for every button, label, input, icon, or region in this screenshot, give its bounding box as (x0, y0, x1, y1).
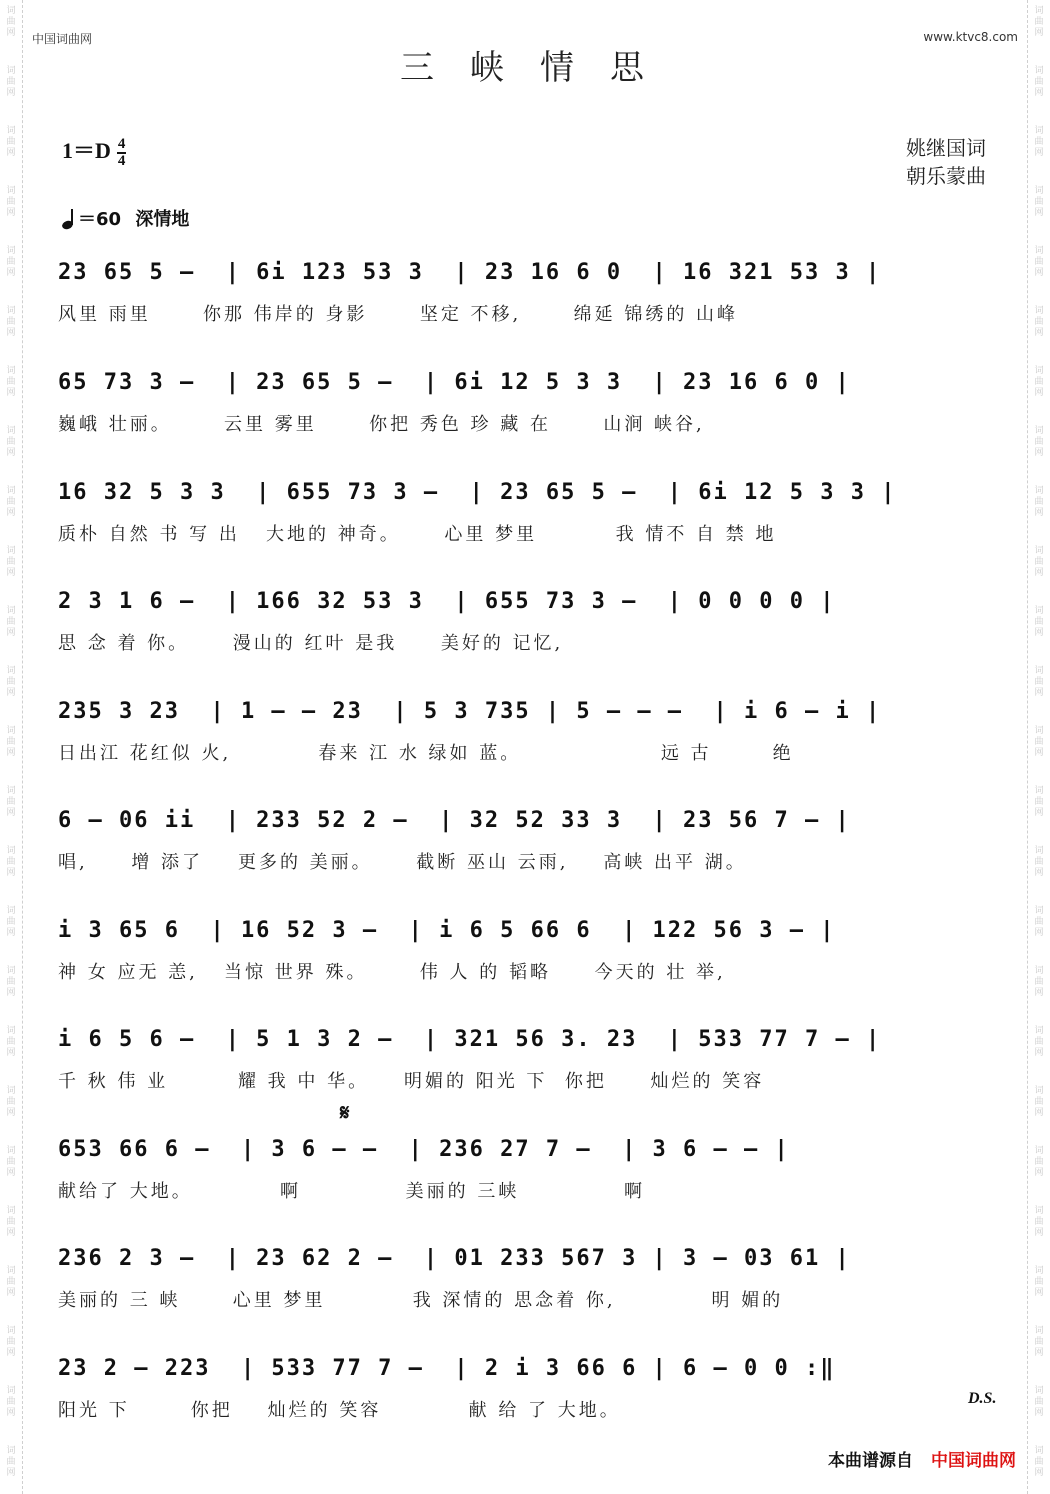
side-watermark: 词 曲 网 (1034, 666, 1044, 698)
side-watermark: 词 曲 网 (1034, 306, 1044, 338)
side-watermark: 词 曲 网 (6, 1146, 16, 1178)
notes-line: 65 73 3 – | 23 65 5 – | 6i 12 5 3 3 | 23 16 6 0 | (58, 370, 851, 395)
side-watermark: 词 曲 网 (6, 6, 16, 38)
side-watermark: 词 曲 网 (6, 846, 16, 878)
side-watermark: 词 曲 网 (1034, 1206, 1044, 1238)
side-watermark: 词 曲 网 (1034, 966, 1044, 998)
side-watermark: 词 曲 网 (6, 426, 16, 458)
side-watermark: 词 曲 网 (6, 906, 16, 938)
side-watermark: 词 曲 网 (1034, 606, 1044, 638)
side-watermark: 词 曲 网 (6, 306, 16, 338)
side-watermark: 词 曲 网 (1034, 126, 1044, 158)
side-watermark: 词 曲 网 (1034, 1026, 1044, 1058)
side-watermark: 词 曲 网 (6, 966, 16, 998)
lyrics-line: 唱, 增 添了 更多的 美丽。 截断 巫山 云雨, 高峡 出平 湖。 (58, 852, 747, 873)
side-watermark: 词 曲 网 (6, 246, 16, 278)
right-margin-strip (1027, 0, 1050, 1494)
side-watermark: 词 曲 网 (1034, 1146, 1044, 1178)
side-watermark: 词 曲 网 (6, 546, 16, 578)
side-watermark: 词 曲 网 (6, 186, 16, 218)
site-name-left: 中国词曲网 (32, 32, 93, 46)
site-url-right: www.ktvc8.com (923, 30, 1018, 44)
side-watermark: 词 曲 网 (1034, 726, 1044, 758)
side-watermark: 词 曲 网 (6, 1266, 16, 1298)
side-watermark: 词 曲 网 (1034, 1266, 1044, 1298)
footer-brand-link[interactable]: 中国词曲网 (931, 1451, 1016, 1471)
side-watermark: 词 曲 网 (1034, 1386, 1044, 1418)
lyricist-credit: 姚继国词 (906, 136, 986, 160)
side-watermark: 词 曲 网 (6, 1026, 16, 1058)
tempo-marking (62, 205, 189, 231)
notes-line: i 6 5 6 – | 5 1 3 2 – | 321 56 3. 23 | 533 77 7 – | (58, 1027, 882, 1052)
side-watermark: 词 曲 网 (6, 666, 16, 698)
tempo-value: ＝60 (78, 209, 122, 230)
notes-line: 2 3 1 6 – | 166 32 53 3 | 655 73 3 – | 0 0 0 0 | (58, 589, 836, 614)
side-watermark: 词 曲 网 (1034, 366, 1044, 398)
side-watermark: 词 曲 网 (1034, 6, 1044, 38)
lyrics-line: 思 念 着 你。 漫山的 红叶 是我 美好的 记忆, (58, 633, 564, 654)
lyrics-line: 献给了 大地。 啊 美丽的 三峡 啊 (58, 1181, 645, 1202)
notes-line: 23 65 5 – | 6i 123 53 3 | 23 16 6 0 | 16 321 53 3 | (58, 260, 882, 285)
side-watermark: 词 曲 网 (6, 1386, 16, 1418)
key-signature (62, 134, 126, 169)
side-watermark: 词 曲 网 (1034, 246, 1044, 278)
side-watermark: 词 曲 网 (1034, 906, 1044, 938)
lyrics-line: 阳光 下 你把 灿烂的 笑容 献 给 了 大地。 (58, 1400, 621, 1421)
notes-line: 16 32 5 3 3 | 655 73 3 – | 23 65 5 – | 6i 12 5 3 3 | (58, 480, 897, 505)
side-watermark: 词 曲 网 (1034, 186, 1044, 218)
time-denominator: 4 (117, 152, 126, 169)
lyrics-line: 美丽的 三 峡 心里 梦里 我 深情的 思念着 你, 明 媚的 (58, 1290, 784, 1311)
lyrics-line: 巍峨 壮丽。 云里 雾里 你把 秀色 珍 藏 在 山涧 峡谷, (58, 414, 705, 435)
notes-line: i 3 65 6 | 16 52 3 – | i 6 5 66 6 | 122 56 3 – | (58, 918, 836, 943)
side-watermark: 词 曲 网 (1034, 1326, 1044, 1358)
composer-credit: 朝乐蒙曲 (906, 164, 986, 188)
side-watermark: 词 曲 网 (1034, 1446, 1044, 1478)
notes-line: 23 2 – 223 | 533 77 7 – | 2 i 3 66 6 | 6 – 0 0 :‖ (58, 1356, 836, 1381)
dal-segno-marking: D.S. (968, 1390, 997, 1407)
song-title: 三峡情思 (400, 48, 680, 88)
side-watermark: 词 曲 网 (6, 366, 16, 398)
side-watermark: 词 曲 网 (6, 726, 16, 758)
credits (906, 134, 986, 190)
notes-line: 653 66 6 – | 3 6 – – | 236 27 7 – | 3 6 – – | (58, 1137, 790, 1162)
lyrics-line: 千 秋 伟 业 耀 我 中 华。 明媚的 阳光 下 你把 灿烂的 笑容 (58, 1071, 765, 1092)
lyrics-line: 日出江 花红似 火, 春来 江 水 绿如 蓝。 远 古 绝 (58, 743, 794, 764)
side-watermark: 词 曲 网 (1034, 426, 1044, 458)
side-watermark: 词 曲 网 (6, 1326, 16, 1358)
side-watermark: 词 曲 网 (6, 1206, 16, 1238)
notes-line: 235 3 23 | 1 – – 23 | 5 3 735 | 5 – – – | i 6 – i | (58, 699, 882, 724)
side-watermark: 词 曲 网 (6, 66, 16, 98)
side-watermark: 词 曲 网 (1034, 846, 1044, 878)
time-numerator: 4 (117, 135, 126, 152)
side-watermark: 词 曲 网 (1034, 786, 1044, 818)
quarter-note-icon (62, 209, 74, 229)
side-watermark: 词 曲 网 (1034, 486, 1044, 518)
side-watermark: 词 曲 网 (6, 126, 16, 158)
side-watermark: 词 曲 网 (6, 1086, 16, 1118)
notes-line: 6 – 06 ii | 233 52 2 – | 32 52 33 3 | 23 56 7 – | (58, 808, 851, 833)
lyrics-line: 质朴 自然 书 写 出 大地的 神奇。 心里 梦里 我 情不 自 禁 地 (58, 524, 777, 545)
lyrics-line: 神 女 应无 恙, 当惊 世界 殊。 伟 人 的 韬略 今天的 壮 举, (58, 962, 726, 983)
side-watermark: 词 曲 网 (6, 606, 16, 638)
notes-line: 236 2 3 – | 23 62 2 – | 01 233 567 3 | 3 – 03 61 | (58, 1246, 851, 1271)
lyrics-line: 风里 雨里 你那 伟岸的 身影 坚定 不移, 绵延 锦绣的 山峰 (58, 304, 739, 325)
left-margin-strip (0, 0, 23, 1494)
time-signature (117, 137, 127, 169)
side-watermark: 词 曲 网 (6, 786, 16, 818)
side-watermark: 词 曲 网 (6, 1446, 16, 1478)
footer-source-text: 本曲谱源自 (828, 1451, 913, 1471)
footer-source (828, 1446, 1016, 1471)
tempo-expression: 深情地 (135, 209, 190, 230)
segno-sign: 𝄋 (340, 1101, 350, 1126)
side-watermark: 词 曲 网 (1034, 546, 1044, 578)
key-label: 1＝D (62, 138, 111, 163)
side-watermark: 词 曲 网 (1034, 66, 1044, 98)
side-watermark: 词 曲 网 (1034, 1086, 1044, 1118)
side-watermark: 词 曲 网 (6, 486, 16, 518)
